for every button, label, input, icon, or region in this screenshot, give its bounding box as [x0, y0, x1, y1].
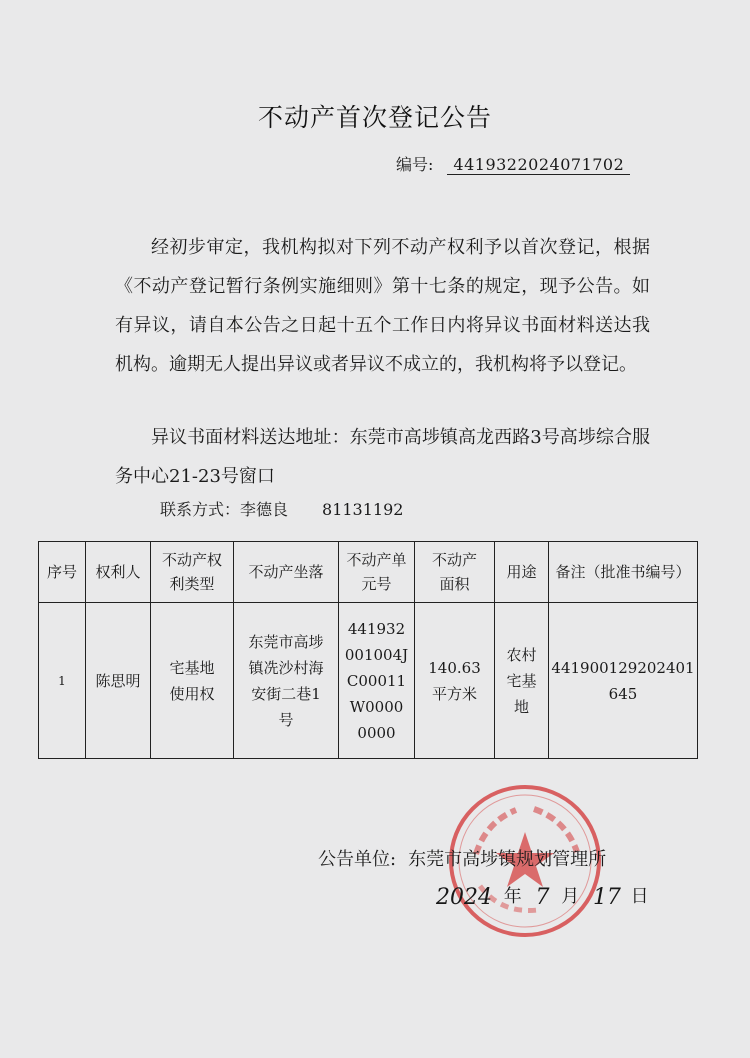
- date-month-unit: 月: [561, 886, 580, 907]
- cell-usage-line2: 宅基: [506, 671, 537, 690]
- issuer: [318, 845, 606, 871]
- cell-unit-line1: 441932: [347, 619, 406, 638]
- header-unit-no: [339, 542, 415, 603]
- contact-phone: 81131192: [322, 500, 404, 519]
- page-title: 不动产首次登记公告: [257, 103, 492, 132]
- date-year-handwritten: 2024: [436, 885, 492, 910]
- cell-location: [234, 603, 339, 759]
- cell-right-type: [151, 603, 234, 759]
- cell-area: [415, 603, 495, 759]
- cell-unit-no: [339, 603, 415, 759]
- cell-location-line1: 东莞市高埗: [248, 632, 324, 651]
- cell-remark-line2: 645: [608, 684, 638, 703]
- document-number-label: 编号:: [396, 155, 434, 174]
- cell-remark-line1: 441900129202401: [551, 658, 695, 677]
- date-day-unit: 日: [630, 886, 649, 907]
- cell-unit-line3: C00011: [346, 671, 407, 690]
- document-number-value: 4419322024071702: [447, 155, 630, 175]
- cell-unit-line5: 0000: [357, 723, 396, 742]
- header-area-line2: 面积: [439, 575, 470, 593]
- issuer-name: 东莞市高埗镇规划管理所: [408, 849, 607, 870]
- date-month-handwritten: 7: [535, 885, 550, 910]
- cell-unit-line2: 001004J: [344, 645, 409, 664]
- cell-remark: [549, 603, 698, 759]
- address-paragraph: 异议书面材料送达地址：东莞市高埗镇高龙西路3号高埗综合服务中心21-23号窗口: [115, 427, 650, 487]
- header-usage: 用途: [495, 542, 549, 603]
- date-day-handwritten: 17: [592, 885, 621, 910]
- cell-owner: 陈思明: [86, 603, 151, 759]
- header-seq: 序号: [39, 542, 86, 603]
- document-number: [396, 152, 630, 175]
- header-right-type-line1: 不动产权: [161, 551, 222, 569]
- cell-seq: 1: [39, 603, 86, 759]
- cell-location-line2: 镇冼沙村海: [248, 658, 324, 677]
- header-owner: 权利人: [86, 542, 151, 603]
- header-unit-line1: 不动产单: [346, 551, 407, 569]
- cell-right-type-line2: 使用权: [169, 684, 215, 703]
- cell-usage: [495, 603, 549, 759]
- cell-right-type-line1: 宅基地: [169, 658, 215, 677]
- contact-label: 联系方式：李德良: [160, 500, 289, 519]
- cell-location-line3: 安街二巷1: [251, 684, 321, 703]
- cell-area-line1: 140.63: [428, 658, 481, 677]
- header-area-line1: 不动产: [431, 551, 477, 569]
- contact-info: [160, 497, 403, 520]
- issuer-label: 公告单位:: [318, 849, 397, 870]
- header-unit-line2: 元号: [361, 575, 392, 593]
- table-header-row: [39, 542, 698, 603]
- body-paragraph: 经初步审定，我机构拟对下列不动产权利予以首次登记，根据《不动产登记暂行条例实施细则》第十七条的规定，现予公告。如有异议，请自本公告之日起十五个工作日内将异议书面材料送达我机构。逾期无人提出异议或者异议不成立的，我机构将予以登记。: [115, 237, 650, 375]
- cell-unit-line4: W0000: [349, 697, 404, 716]
- table-row: [39, 603, 698, 759]
- notice-table: [38, 541, 698, 759]
- cell-usage-line1: 农村: [506, 645, 537, 664]
- header-right-type: [151, 542, 234, 603]
- cell-usage-line3: 地: [513, 697, 529, 716]
- header-location: 不动产坐落: [234, 542, 339, 603]
- date-year-unit: 年: [503, 886, 522, 907]
- cell-area-line2: 平方米: [431, 684, 477, 703]
- header-area: [415, 542, 495, 603]
- date-line: [436, 882, 649, 908]
- header-right-type-line2: 利类型: [169, 575, 215, 593]
- cell-location-line4: 号: [278, 710, 294, 729]
- header-remark: 备注（批准书编号）: [549, 542, 698, 603]
